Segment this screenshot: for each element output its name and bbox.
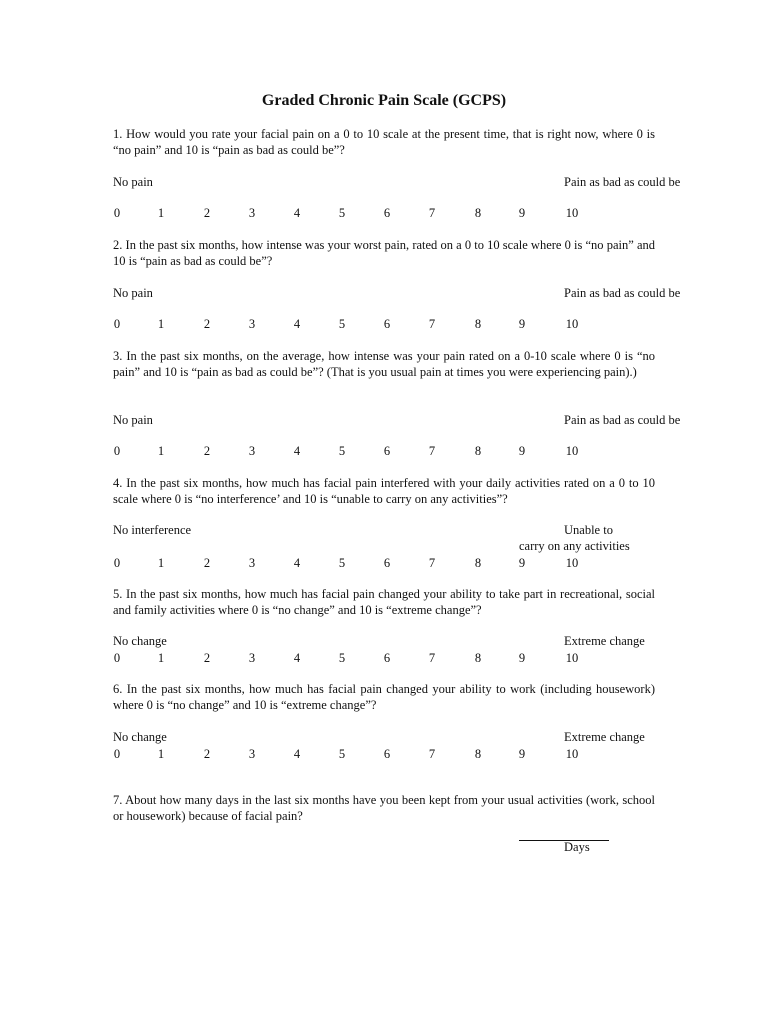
scale-option-7[interactable]: 7	[428, 317, 436, 331]
scale-option-6[interactable]: 6	[383, 556, 391, 570]
scale-option-8[interactable]: 8	[474, 317, 482, 331]
scale-option-7[interactable]: 7	[428, 556, 436, 570]
question-7-text: 7. About how many days in the last six months have you been kept from your usual activities (work, school or housework) because of facial pain?	[113, 793, 655, 823]
page-title: Graded Chronic Pain Scale (GCPS)	[261, 92, 507, 109]
question-6-text: 6. In the past six months, how much has facial pain changed your ability to work (including housework) where 0 is “no change” and 10 is “extreme change”?	[113, 682, 655, 712]
q1-rating-scale	[0, 205, 768, 221]
scale-option-3[interactable]: 3	[248, 317, 256, 331]
days-label: Days	[564, 840, 590, 854]
scale-option-7[interactable]: 7	[428, 747, 436, 761]
scale-option-10[interactable]: 10	[565, 317, 579, 331]
scale-option-2[interactable]: 2	[203, 206, 211, 220]
scale-option-2[interactable]: 2	[203, 556, 211, 570]
scale-option-3[interactable]: 3	[248, 651, 256, 665]
scale-option-3[interactable]: 3	[248, 556, 256, 570]
scale-option-4[interactable]: 4	[293, 444, 301, 458]
q2-right-label: Pain as bad as could be	[564, 286, 681, 300]
scale-option-1[interactable]: 1	[157, 317, 165, 331]
scale-option-10[interactable]: 10	[565, 444, 579, 458]
scale-option-9[interactable]: 9	[518, 747, 526, 761]
scale-option-6[interactable]: 6	[383, 651, 391, 665]
scale-option-1[interactable]: 1	[157, 206, 165, 220]
scale-option-9[interactable]: 9	[518, 444, 526, 458]
scale-option-7[interactable]: 7	[428, 651, 436, 665]
question-5-text: 5. In the past six months, how much has facial pain changed your ability to take part in recreational, social and family activities where 0 is “no change” and 10 is “extreme change”?	[113, 587, 655, 617]
scale-option-3[interactable]: 3	[248, 747, 256, 761]
question-3-text: 3. In the past six months, on the average, how intense was your pain rated on a 0-10 scale where 0 is “no pain” and 10 is “pain as bad as could be”? (That is you usual pain at times you were experiencing pain).)	[113, 349, 655, 379]
scale-option-0[interactable]: 0	[113, 747, 121, 761]
scale-option-4[interactable]: 4	[293, 556, 301, 570]
q3-rating-scale	[0, 443, 768, 459]
q1-right-label: Pain as bad as could be	[564, 175, 681, 189]
scale-option-4[interactable]: 4	[293, 317, 301, 331]
scale-option-7[interactable]: 7	[428, 444, 436, 458]
scale-option-9[interactable]: 9	[518, 317, 526, 331]
scale-option-1[interactable]: 1	[157, 747, 165, 761]
scale-option-0[interactable]: 0	[113, 444, 121, 458]
q5-right-label: Extreme change	[564, 634, 645, 648]
q1-left-label: No pain	[113, 175, 153, 189]
q4-rating-scale	[0, 555, 768, 571]
scale-option-0[interactable]: 0	[113, 317, 121, 331]
scale-option-10[interactable]: 10	[565, 556, 579, 570]
q5-rating-scale	[0, 650, 768, 666]
scale-option-8[interactable]: 8	[474, 206, 482, 220]
scale-option-4[interactable]: 4	[293, 651, 301, 665]
q4-left-label: No interference	[113, 523, 192, 537]
question-1-text: 1. How would you rate your facial pain on a 0 to 10 scale at the present time, that is right now, where 0 is “no pain” and 10 is “pain as bad as could be”?	[113, 127, 655, 157]
scale-option-8[interactable]: 8	[474, 444, 482, 458]
scale-option-1[interactable]: 1	[157, 444, 165, 458]
scale-option-9[interactable]: 9	[518, 556, 526, 570]
q2-left-label: No pain	[113, 286, 153, 300]
q6-right-label: Extreme change	[564, 730, 645, 744]
scale-option-4[interactable]: 4	[293, 747, 301, 761]
scale-option-3[interactable]: 3	[248, 206, 256, 220]
scale-option-4[interactable]: 4	[293, 206, 301, 220]
scale-option-8[interactable]: 8	[474, 556, 482, 570]
q2-rating-scale	[0, 316, 768, 332]
scale-option-8[interactable]: 8	[474, 651, 482, 665]
scale-option-6[interactable]: 6	[383, 444, 391, 458]
q4-right-label-line1: Unable to	[564, 523, 613, 537]
scale-option-2[interactable]: 2	[203, 747, 211, 761]
scale-option-6[interactable]: 6	[383, 747, 391, 761]
q5-left-label: No change	[113, 634, 167, 648]
scale-option-1[interactable]: 1	[157, 556, 165, 570]
question-4-text: 4. In the past six months, how much has facial pain interfered with your daily activities rated on a 0 to 10 scale where 0 is “no interference’ and 10 is “unable to carry on any activities”?	[113, 476, 655, 506]
scale-option-8[interactable]: 8	[474, 747, 482, 761]
question-2-text: 2. In the past six months, how intense was your worst pain, rated on a 0 to 10 scale where 0 is “no pain” and 10 is “pain as bad as could be”?	[113, 238, 655, 268]
scale-option-6[interactable]: 6	[383, 206, 391, 220]
scale-option-10[interactable]: 10	[565, 747, 579, 761]
scale-option-2[interactable]: 2	[203, 651, 211, 665]
scale-option-6[interactable]: 6	[383, 317, 391, 331]
scale-option-5[interactable]: 5	[338, 444, 346, 458]
q6-rating-scale	[0, 746, 768, 762]
scale-option-2[interactable]: 2	[203, 444, 211, 458]
scale-option-9[interactable]: 9	[518, 206, 526, 220]
scale-option-10[interactable]: 10	[565, 651, 579, 665]
q3-left-label: No pain	[113, 413, 153, 427]
scale-option-5[interactable]: 5	[338, 747, 346, 761]
scale-option-7[interactable]: 7	[428, 206, 436, 220]
q4-right-label-line2: carry on any activities	[519, 539, 630, 553]
scale-option-5[interactable]: 5	[338, 556, 346, 570]
scale-option-3[interactable]: 3	[248, 444, 256, 458]
q3-right-label: Pain as bad as could be	[564, 413, 681, 427]
scale-option-1[interactable]: 1	[157, 651, 165, 665]
scale-option-5[interactable]: 5	[338, 651, 346, 665]
scale-option-10[interactable]: 10	[565, 206, 579, 220]
scale-option-2[interactable]: 2	[203, 317, 211, 331]
scale-option-9[interactable]: 9	[518, 651, 526, 665]
q6-left-label: No change	[113, 730, 167, 744]
scale-option-0[interactable]: 0	[113, 556, 121, 570]
scale-option-5[interactable]: 5	[338, 317, 346, 331]
scale-option-0[interactable]: 0	[113, 651, 121, 665]
scale-option-0[interactable]: 0	[113, 206, 121, 220]
scale-option-5[interactable]: 5	[338, 206, 346, 220]
